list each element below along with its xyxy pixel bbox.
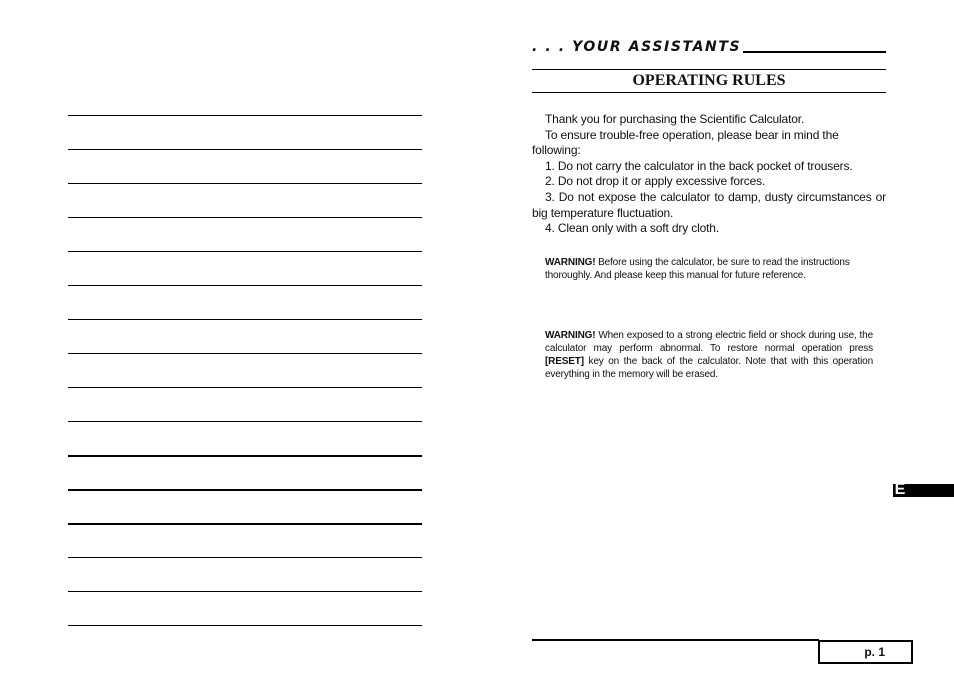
note-line [68,183,422,184]
note-line [68,353,422,354]
rule-item: 3. Do not expose the calculator to damp, dusty circumstances or big temperature fluctuation. [532,189,886,220]
note-line [68,387,422,388]
note-line [68,523,422,525]
note-line [68,455,422,457]
language-tab [893,481,954,498]
note-line [68,625,422,626]
note-line [68,251,422,252]
warning-note [545,256,873,282]
note-line [68,115,422,116]
rule-item: 4. Clean only with a soft dry cloth. [545,221,720,236]
section-rule [743,51,886,53]
warning-label: WARNING! [545,257,596,268]
note-line [68,489,422,491]
note-line [68,149,422,150]
warning-note [545,329,873,381]
note-line [68,319,422,320]
rule-item: 1. Do not carry the calculator in the back pocket of trousers. [545,158,853,173]
warning-text: key on the back of the calculator. Note that with this operation everything in the memory will be erased. [545,356,873,380]
intro-line: Thank you for purchasing the Scientific Calculator. [545,112,805,126]
note-line [68,217,422,218]
note-line [68,421,422,422]
rule-item: 2. Do not drop it or apply excessive forces. [545,174,766,189]
section-header [532,39,886,55]
page-title-box [532,69,886,93]
note-line [68,557,422,558]
warning-text: Before using the calculator, be sure to read the instructions thoroughly. And please keep this manual for future reference. [545,257,850,281]
intro-line: To ensure trouble-free operation, please bear in mind the following: [532,127,839,158]
note-line [68,591,422,592]
intro-text [532,112,886,237]
language-tab-letter: E [894,481,906,498]
page-title: OPERATING RULES [632,72,786,89]
warning-label: WARNING! [545,330,596,341]
footer-rule [532,639,819,641]
page-number: p. 1 [864,645,885,659]
reset-key-label: [RESET] [545,356,584,367]
warning-text: When exposed to a strong electric field or shock during use, the calculator may perform abnormal. To restore normal operation press [545,330,873,354]
note-line [68,285,422,286]
page-number-box [818,640,913,664]
note-lines [68,0,422,696]
section-title: . . . YOUR ASSISTANTS [532,39,742,55]
